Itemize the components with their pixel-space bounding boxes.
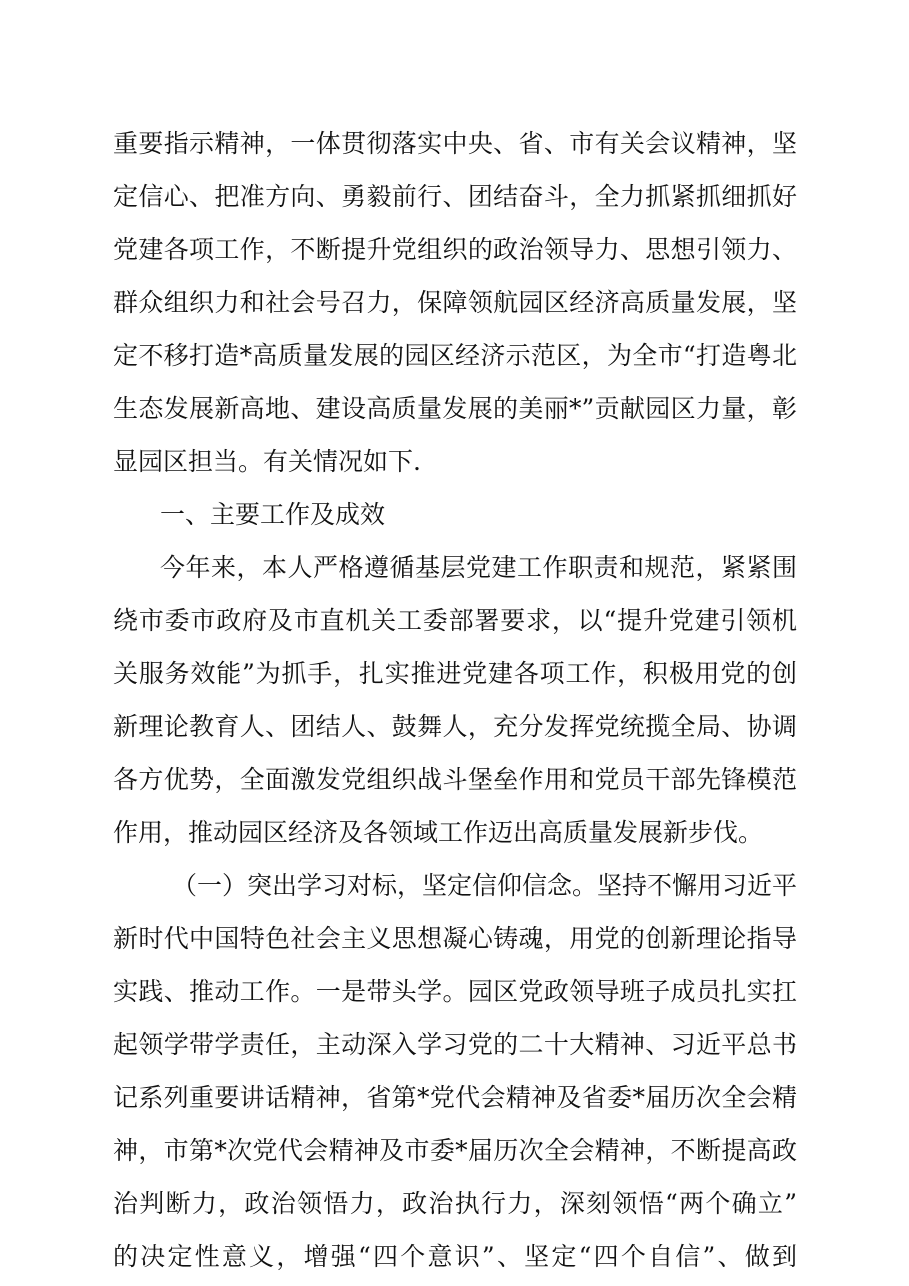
text-line: 新理论教育人、团结人、鼓舞人，充分发挥党统揽全局、协调 (113, 712, 797, 741)
section-heading: 一、主要工作及成效 (160, 500, 386, 529)
text-line: 显园区担当。有关情况如下. (113, 447, 421, 476)
text-line: 实践、推动工作。一是带头学。园区党政领导班子成员扎实扛 (113, 977, 797, 1006)
text-line: 各方优势，全面激发党组织战斗堡垒作用和党员干部先锋模范 (113, 765, 797, 794)
text-line: 起领学带学责任，主动深入学习党的二十大精神、习近平总书 (113, 1030, 797, 1059)
text-line: 的决定性意义，增强“四个意识”、坚定“四个自信”、做到 (113, 1242, 797, 1271)
text-line: 作用，推动园区经济及各领域工作迈出高质量发展新步伐。 (113, 818, 764, 847)
subsection-line: （一）突出学习对标，坚定信仰信念。坚持不懈用习近平 (172, 871, 798, 900)
text-line: 生态发展新高地、建设高质量发展的美丽*”贡献园区力量，彰 (113, 394, 797, 423)
text-line: 治判断力，政治领悟力，政治执行力，深刻领悟“两个确立” (113, 1189, 797, 1218)
text-line: 定信心、把准方向、勇毅前行、团结奋斗，全力抓紧抓细抓好 (113, 182, 797, 211)
text-line: 党建各项工作，不断提升党组织的政治领导力、思想引领力、 (113, 235, 797, 264)
text-line: 新时代中国特色社会主义思想凝心铸魂，用党的创新理论指导 (113, 924, 797, 953)
text-line: 关服务效能”为抓手，扎实推进党建各项工作，积极用党的创 (113, 659, 797, 688)
text-line: 今年来，本人严格遵循基层党建工作职责和规范，紧紧围 (160, 553, 797, 582)
text-line: 定不移打造*高质量发展的园区经济示范区，为全市“打造粤北 (113, 341, 797, 370)
text-line: 神，市第*次党代会精神及市委*届历次全会精神，不断提高政 (113, 1136, 797, 1165)
text-line: 绕市委市政府及市直机关工委部署要求，以“提升党建引领机 (113, 606, 797, 635)
text-line: 重要指示精神，一体贯彻落实中央、省、市有关会议精神，坚 (113, 129, 797, 158)
text-line: 记系列重要讲话精神，省第*党代会精神及省委*届历次全会精 (113, 1083, 797, 1112)
text-line: 群众组织力和社会号召力，保障领航园区经济高质量发展，坚 (113, 288, 797, 317)
